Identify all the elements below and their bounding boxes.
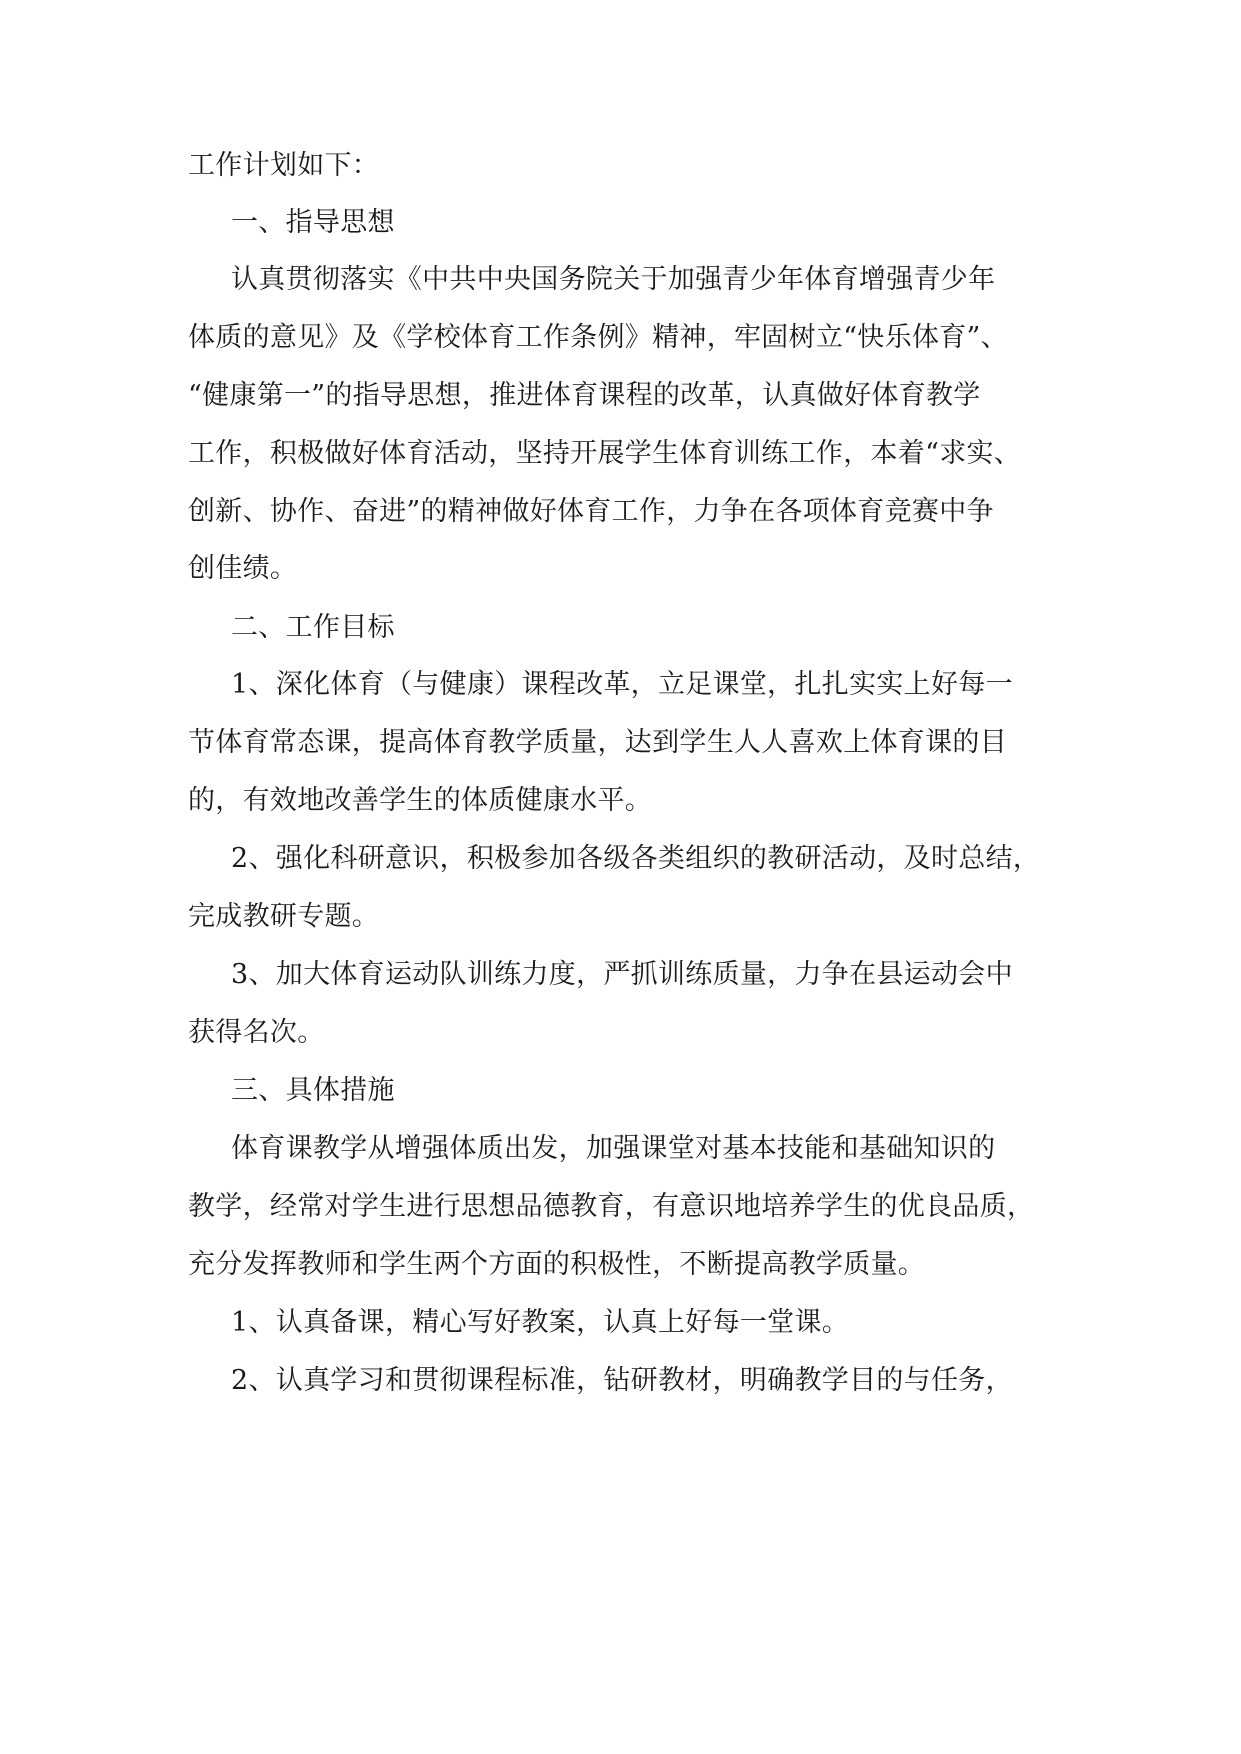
list-item-line: 2、强化科研意识，积极参加各级各类组织的教研活动，及时总结， — [231, 843, 1041, 874]
paragraph-line: 体育课教学从增强体质出发，加强课堂对基本技能和基础知识的 — [231, 1133, 996, 1164]
list-item-line: 节体育常态课，提高体育教学质量，达到学生人人喜欢上体育课的目 — [188, 727, 1007, 758]
section-heading-specific-measures: 三、具体措施 — [231, 1075, 395, 1106]
list-item-line: 获得名次。 — [188, 1017, 325, 1048]
paragraph-line: 创佳绩。 — [188, 553, 298, 584]
intro-line: 工作计划如下： — [188, 150, 380, 181]
list-item-line: 1、认真备课，精心写好教案，认真上好每一堂课。 — [231, 1307, 850, 1338]
paragraph-line: 创新、协作、奋进”的精神做好体育工作，力争在各项体育竞赛中争 — [188, 496, 994, 527]
section-heading-guiding-ideology: 一、指导思想 — [231, 207, 395, 238]
paragraph-line: 充分发挥教师和学生两个方面的积极性，不断提高教学质量。 — [188, 1249, 926, 1280]
section-heading-work-goals: 二、工作目标 — [231, 612, 395, 643]
paragraph-line: 体质的意见》及《学校体育工作条例》精神，牢固树立“快乐体育”、 — [188, 322, 1008, 353]
paragraph-line: 认真贯彻落实《中共中央国务院关于加强青少年体育增强青少年 — [231, 264, 996, 295]
list-item-line: 3、加大体育运动队训练力度，严抓训练质量，力争在县运动会中 — [231, 959, 1013, 990]
list-item-line: 1、深化体育（与健康）课程改革，立足课堂，扎扎实实上好每一 — [231, 669, 1013, 700]
list-item-line: 完成教研专题。 — [188, 901, 380, 932]
list-item-line: 2、认真学习和贯彻课程标准，钻研教材，明确教学目的与任务， — [231, 1365, 1013, 1396]
paragraph-line: 教学，经常对学生进行思想品德教育，有意识地培养学生的优良品质， — [188, 1191, 1035, 1222]
paragraph-line: “健康第一”的指导思想，推进体育课程的改革，认真做好体育教学 — [188, 380, 981, 411]
paragraph-line: 工作，积极做好体育活动，坚持开展学生体育训练工作，本着“求实、 — [188, 438, 1022, 469]
list-item-line: 的，有效地改善学生的体质健康水平。 — [188, 785, 653, 816]
